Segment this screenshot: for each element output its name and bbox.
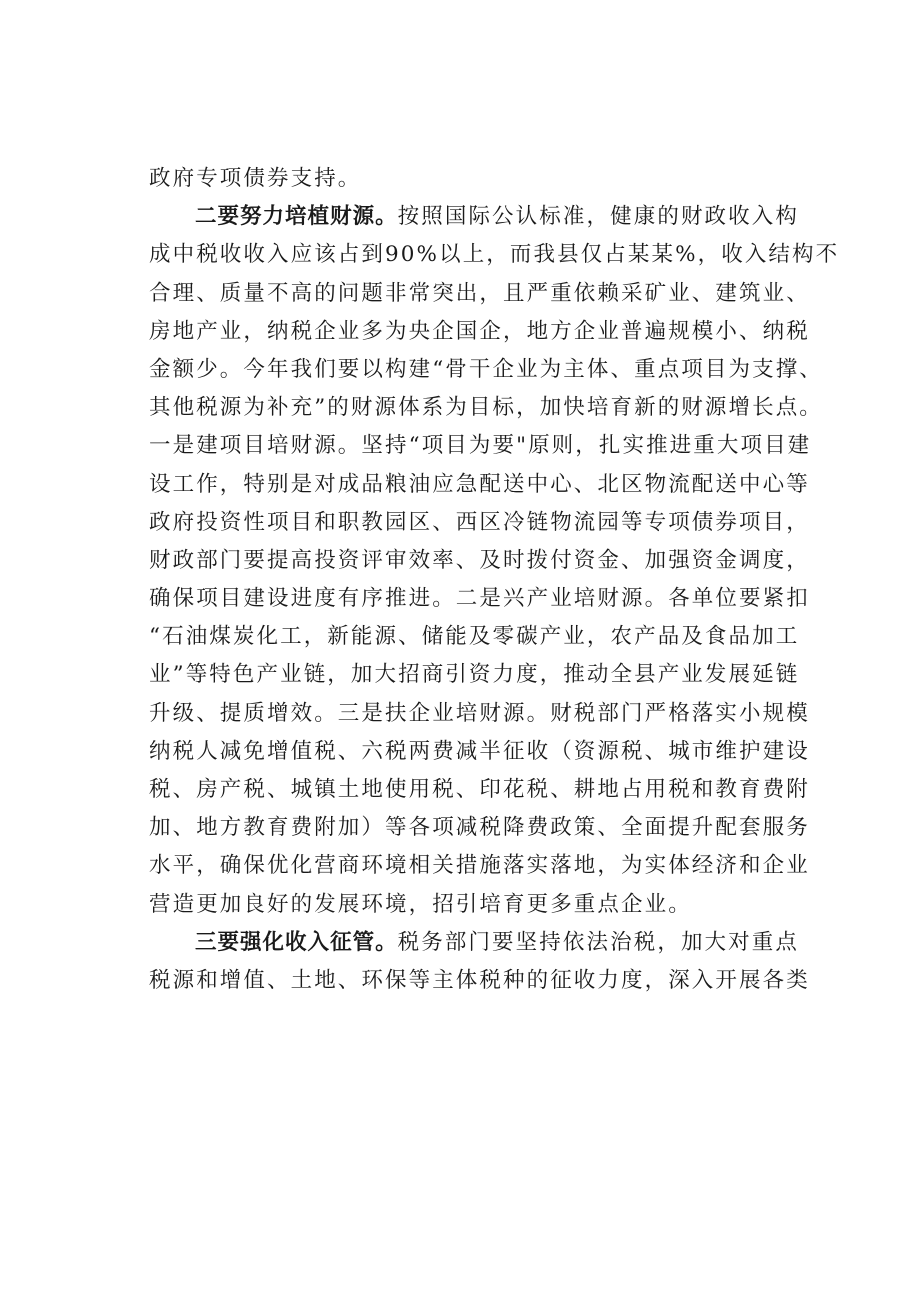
text-line: 其他税源为补充”的财源体系为目标，加快培育新的财源增长点。	[149, 395, 823, 421]
text-line: “石油煤炭化工，新能源、储能及零碳产业，农产品及食品加工	[149, 624, 800, 650]
section-heading: 三要强化收入征管。	[195, 929, 398, 955]
paragraph-text: 按照国际公认标准，健康的财政收入构	[397, 204, 799, 230]
paragraph-text: 税务部门要坚持依法治税，加大对重点	[397, 929, 799, 955]
text-line: 业”等特色产业链，加大招商引资力度，推动全县产业发展延链	[149, 662, 800, 688]
text-line: 税、房产税、城镇土地使用税、印花税、耕地占用税和教育费附	[149, 777, 810, 802]
text-line: 金额少。今年我们要以构建“骨干企业为主体、重点项目为支撑、	[149, 356, 823, 382]
paragraph-text: 政府专项债券支持。	[149, 166, 362, 191]
paragraph-first-line	[149, 924, 799, 962]
text-line: 一是建项目培财源。坚持“项目为要"原则，扎实推进重大项目建	[149, 433, 812, 459]
text-line: 设工作，特别是对成品粮油应急配送中心、北区物流配送中心等	[149, 471, 810, 497]
text-line: 政府投资性项目和职教园区、西区冷链物流园等专项债券项目，	[149, 509, 810, 535]
text-line: 加、地方教育费附加）等各项减税降费政策、全面提升配套服务	[149, 815, 810, 841]
text-line: 成中税收收入应该占到90%以上，而我县仅占某某%，收入结构不	[149, 242, 840, 268]
text-line: 纳税人减免增值税、六税两费减半征收（资源税、城市维护建设	[149, 738, 810, 764]
text-line: 房地产业，纳税企业多为央企国企，地方企业普遍规模小、纳税	[149, 318, 810, 344]
text-line: 财政部门要提高投资评审效率、及时拨付资金、加强资金调度，	[149, 547, 810, 573]
document-page	[149, 160, 840, 1000]
text-line: 升级、提质增效。三是扶企业培财源。财税部门严格落实小规模	[149, 700, 810, 726]
text-line: 税源和增值、土地、环保等主体税种的征收力度，深入开展各类	[149, 967, 810, 993]
text-line	[149, 160, 799, 198]
text-line: 水平，确保优化营商环境相关措施落实落地，为实体经济和企业	[149, 853, 810, 879]
text-line: 营造更加良好的发展环境，招引培育更多重点企业。	[149, 891, 692, 917]
paragraph-first-line	[149, 198, 799, 236]
text-line: 合理、质量不高的问题非常突出，且严重依赖采矿业、建筑业、	[149, 280, 810, 306]
text-line: 确保项目建设进度有序推进。二是兴产业培财源。各单位要紧扣	[149, 586, 810, 612]
section-heading: 二要努力培植财源。	[195, 204, 398, 230]
